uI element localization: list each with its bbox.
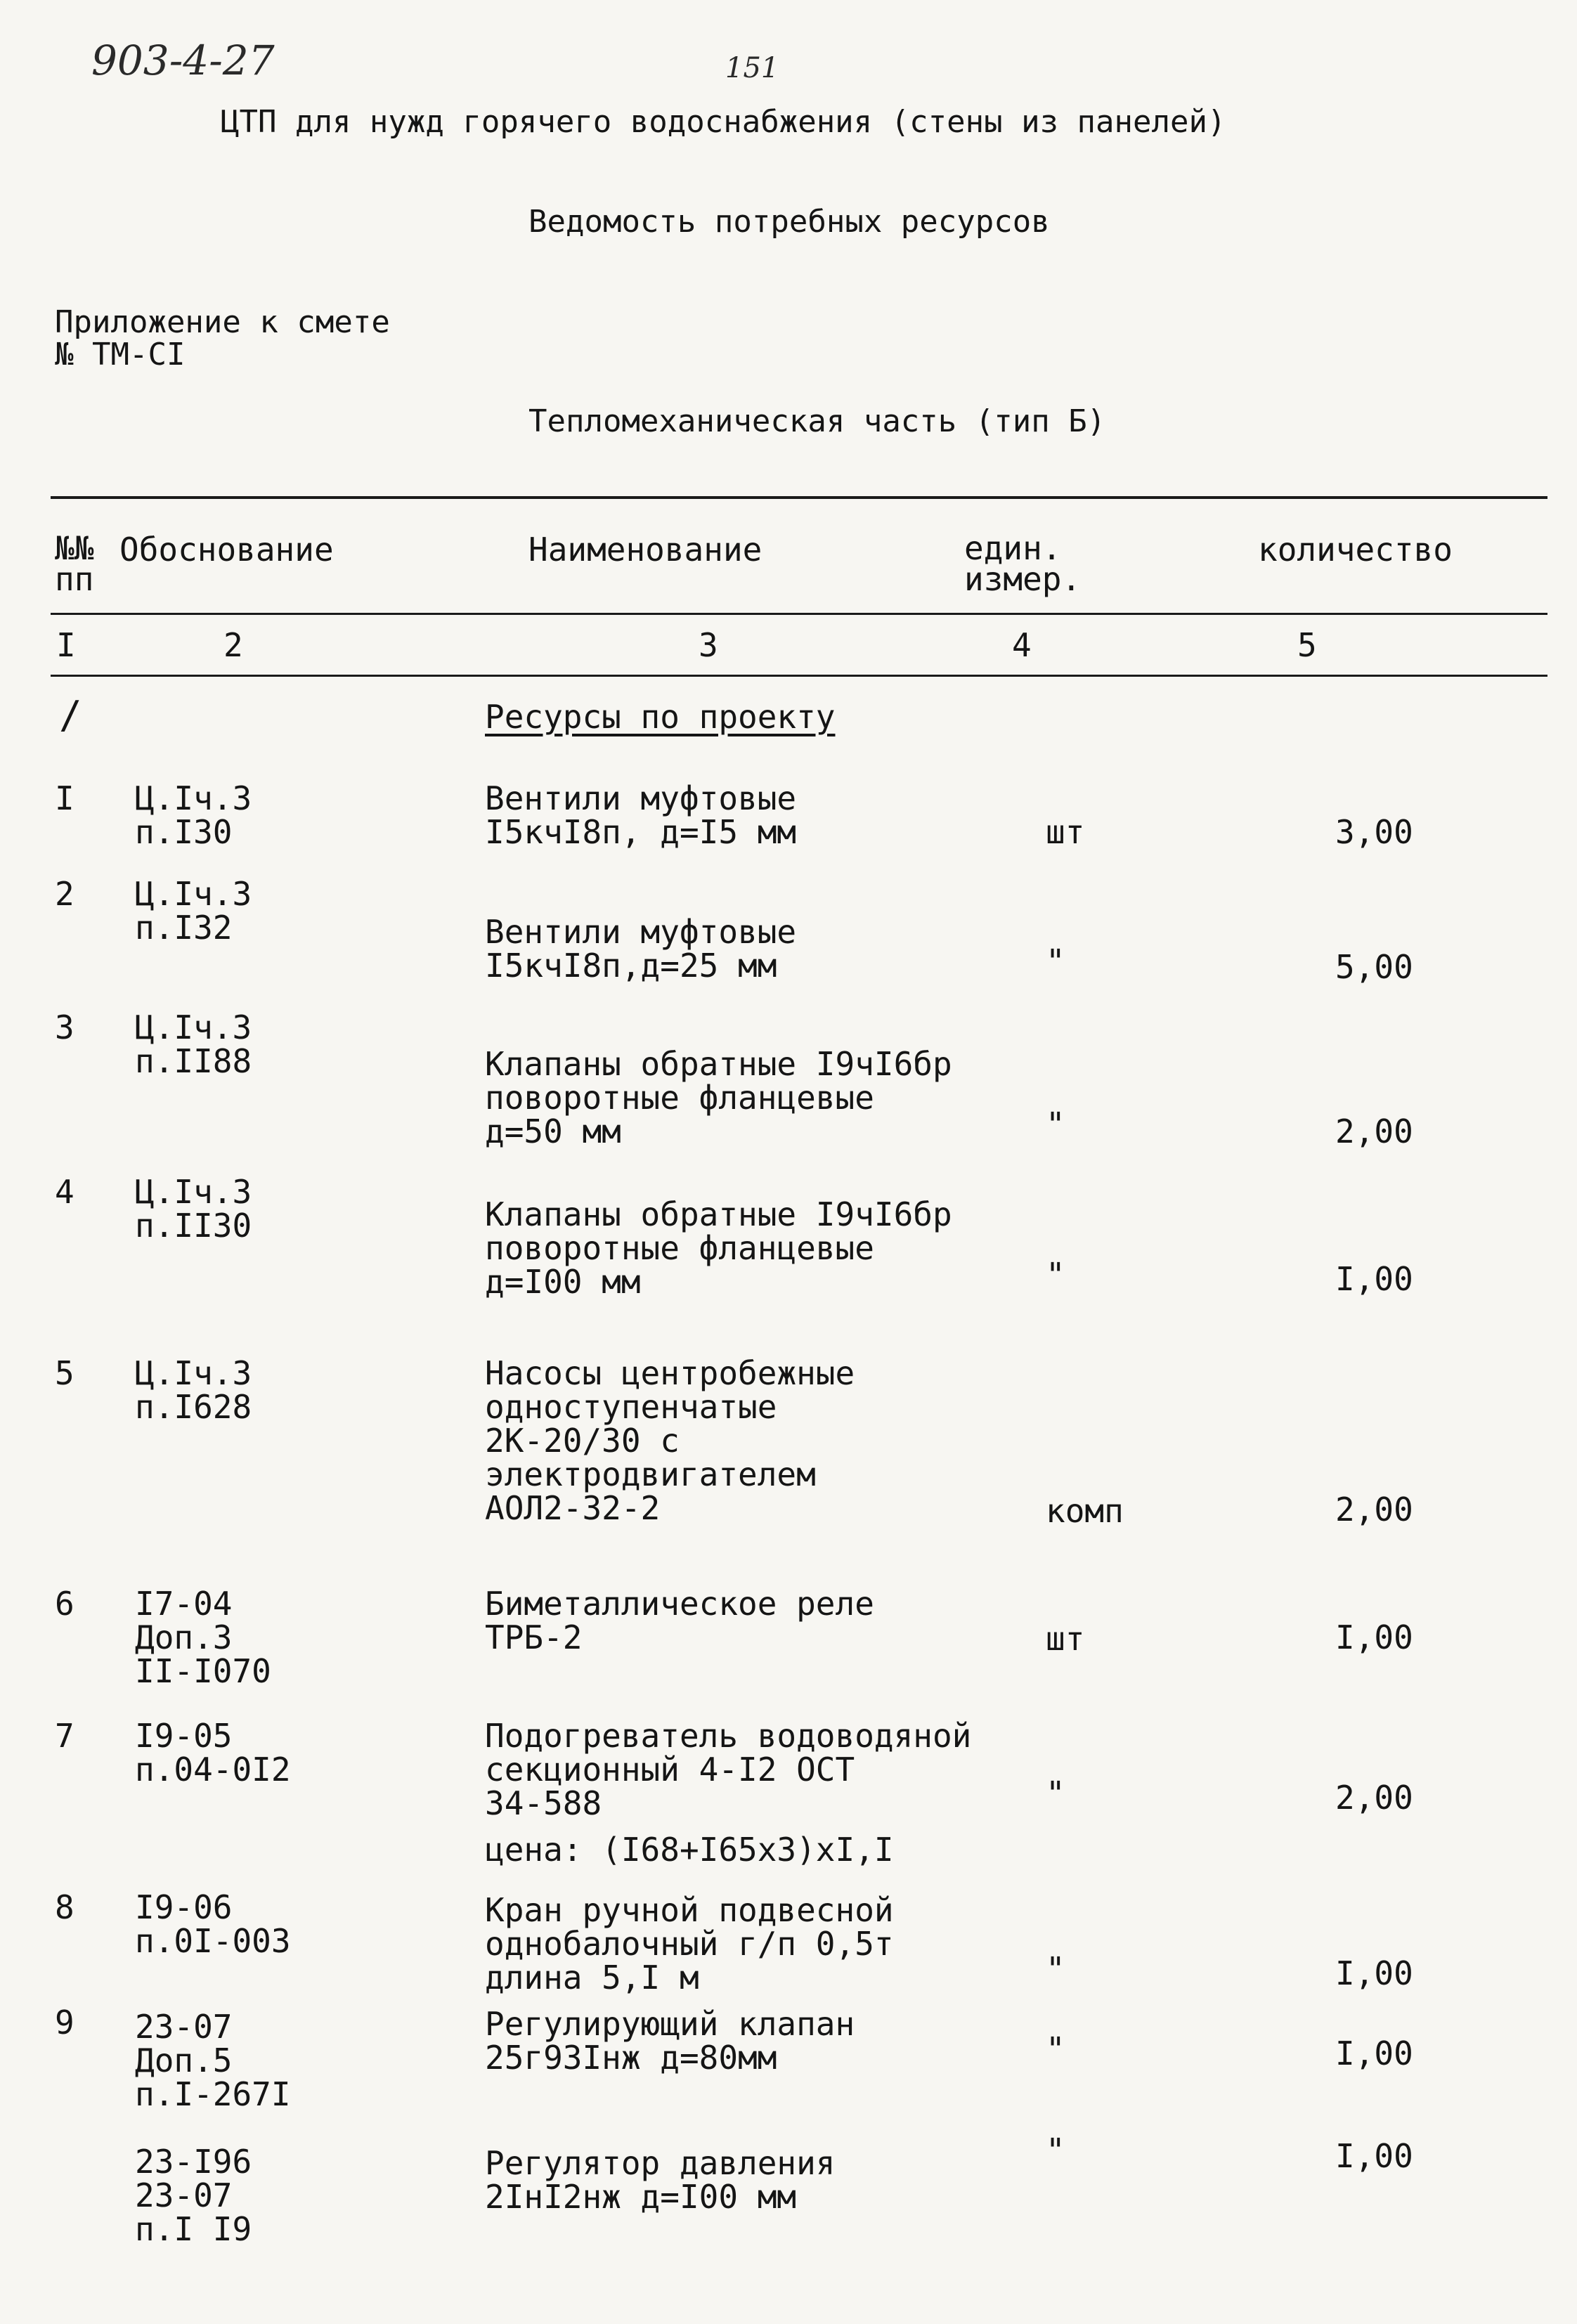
row-4-num: 4 [55,1173,74,1211]
row-3-unit: " [1046,1105,1065,1143]
row-4-basis: Ц.Iч.3 п.II30 [135,1173,252,1245]
appendix-line-2: № ТМ-CI [55,337,186,372]
row-8-name: Кран ручной подвесной однобалочный г/п 0,5т длина 5,I м [485,1891,894,1997]
table-numbers-rule [51,675,1547,677]
table-header-rule [51,613,1547,615]
row-8-num: 8 [55,1888,74,1926]
row-1-unit: шт [1046,813,1085,851]
handwritten-doc-code: 903-4-27 [91,37,275,84]
row-1-num: I [55,779,74,817]
section-heading: Тепломеханическая часть (тип Б) [528,403,1106,439]
section-title: Ресурсы по проекту [485,698,836,736]
row-6-name: Биметаллическое реле ТРБ-2 [485,1585,874,1656]
row-2-unit: " [1046,942,1065,980]
row-8-qty: I,00 [1335,1954,1413,1992]
col-header-qty: количество [1258,531,1453,569]
col-number-4: 4 [1012,626,1032,664]
row-3-qty: 2,00 [1335,1112,1413,1150]
row-9-num: 9 [55,2004,74,2041]
row-3-name: Клапаны обратные I9чI6бр поворотные фланцевые д=50 мм [485,1045,952,1150]
col-header-num: №№ пп [55,529,94,598]
row-2-num: 2 [55,875,74,913]
row-7-num: 7 [55,1717,74,1755]
row-7-qty: 2,00 [1335,1779,1413,1817]
row-9-unit: " [1046,2030,1065,2068]
row-6-unit: шт [1046,1620,1085,1658]
row-7-basis: I9-05 п.04-0I2 [135,1717,291,1789]
row-6-qty: I,00 [1335,1618,1413,1656]
row-9-name: Регулирующий клапан 25г93Iнж д=80мм [485,2005,855,2077]
handwritten-page-number: 151 [725,52,779,84]
appendix-line-1: Приложение к смете [55,304,390,340]
row-9-qty: I,00 [1335,2034,1413,2072]
row-2-basis: Ц.Iч.3 п.I32 [135,875,252,947]
row-2-qty: 5,00 [1335,948,1413,986]
row-3-num: 3 [55,1008,74,1046]
col-number-2: 2 [223,626,243,664]
row-7-name: Подогреватель водоводяной секционный 4-I2 ОСТ 34-588 [485,1717,972,1822]
col-header-name: Наименование [528,531,762,569]
row-8-unit: " [1046,1950,1065,1988]
row-7-unit: " [1046,1774,1065,1812]
col-number-5: 5 [1297,626,1317,664]
row-10-unit: " [1046,2131,1065,2169]
row-8-basis: I9-06 п.0I-003 [135,1888,291,1960]
col-header-unit: един. измер. [964,529,1082,598]
appendix-block [55,306,390,371]
row-5-qty: 2,00 [1335,1491,1413,1528]
col-number-3: 3 [699,626,718,664]
row-1-qty: 3,00 [1335,813,1413,851]
row-10-qty: I,00 [1335,2137,1413,2175]
table-top-rule [51,496,1547,499]
row-1-name: Вентили муфтовые I5кчI8п, д=I5 мм [485,779,797,851]
section-mark: / [59,693,82,737]
row-5-unit: комп [1046,1492,1124,1530]
col-number-1: I [56,626,76,664]
row-4-name: Клапаны обратные I9чI6бр поворотные фланцевые д=I00 мм [485,1195,952,1301]
row-5-num: 5 [55,1354,74,1392]
document-subtitle: Ведомость потребных ресурсов [528,204,1050,240]
row-1-basis: Ц.Iч.3 п.I30 [135,779,252,851]
col-header-basis: Обоснование [119,531,334,569]
document-title: ЦТП для нужд горячего водоснабжения (стены из панелей) [221,104,1226,140]
row-9-basis: 23-07 Доп.5 п.I-267I [135,2008,291,2113]
row-5-basis: Ц.Iч.3 п.I628 [135,1354,252,1426]
row-4-unit: " [1046,1256,1065,1294]
row-7-price: цена: (I68+I65x3)xI,I [485,1831,894,1869]
row-4-qty: I,00 [1335,1260,1413,1298]
row-6-num: 6 [55,1585,74,1623]
row-3-basis: Ц.Iч.3 п.II88 [135,1008,252,1080]
row-2-name: Вентили муфтовые I5кчI8п,д=25 мм [485,913,797,985]
row-5-name: Насосы центробежные одноступенчатые 2К-20/30 с электродвигателем АОЛ2-32-2 [485,1354,855,1527]
row-10-basis: 23-I96 23-07 п.I I9 [135,2143,252,2248]
row-6-basis: I7-04 Доп.3 II-I070 [135,1585,271,1690]
row-10-name: Регулятор давления 2IнI2нж д=I00 мм [485,2144,836,2216]
